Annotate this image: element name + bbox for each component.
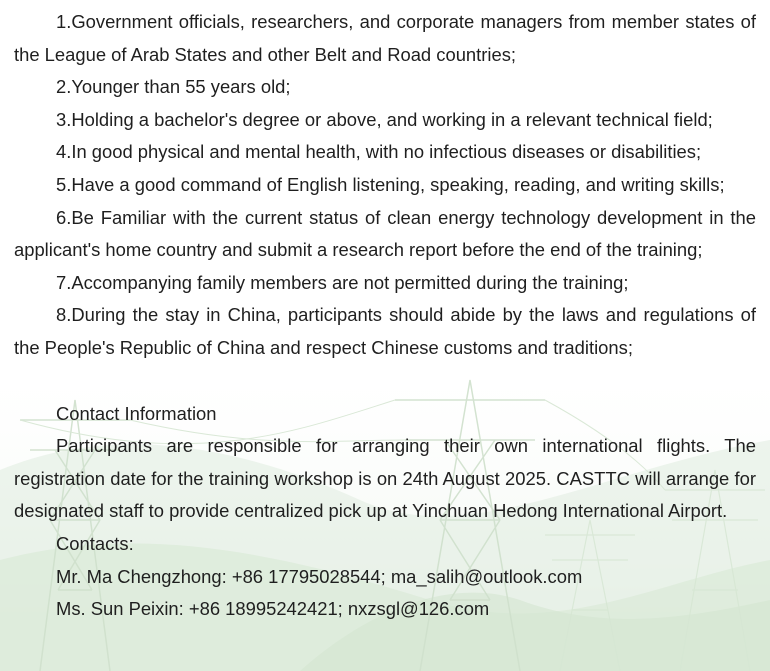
contact-line-ma: Mr. Ma Chengzhong: +86 17795028544; ma_salih@outlook.com (56, 565, 583, 587)
requirement-item: 5.Have a good command of English listening, speaking, reading, and writing skills; (56, 173, 725, 195)
contact-heading: Contact Information (56, 402, 217, 424)
contacts-label: Contacts: (56, 532, 134, 554)
requirement-item: 3.Holding a bachelor's degree or above, and working in a relevant technical field; (56, 108, 713, 130)
requirement-item: 7.Accompanying family members are not permitted during the training; (56, 271, 629, 293)
contact-line-sun: Ms. Sun Peixin: +86 18995242421; nxzsgl@126.com (56, 598, 490, 620)
requirement-item: 8.During the stay in China, participants should abide by the laws and regulations of the People's Republic of China and respect Chinese customs and traditions; (14, 304, 756, 358)
requirement-item: 6.Be Familiar with the current status of clean energy technology development in the applicant's home country and submit a research report before the end of the training; (14, 206, 756, 261)
document-body (14, 6, 756, 626)
requirement-item: 4.In good physical and mental health, with no infectious diseases or disabilities; (56, 141, 702, 163)
requirement-item: 2.Younger than 55 years old; (56, 76, 291, 98)
section-spacer (14, 365, 756, 398)
contact-body: Participants are responsible for arranging their own international flights. The registration date for the training workshop is on 24th August 2025. CASTTC will arrange for designated staff to provide centralized pick up at Yinchuan Hedong International Airport. (14, 435, 756, 522)
requirement-item: 1.Government officials, researchers, and corporate managers from member states of the League of Arab States and other Belt and Road countries; (14, 11, 756, 65)
